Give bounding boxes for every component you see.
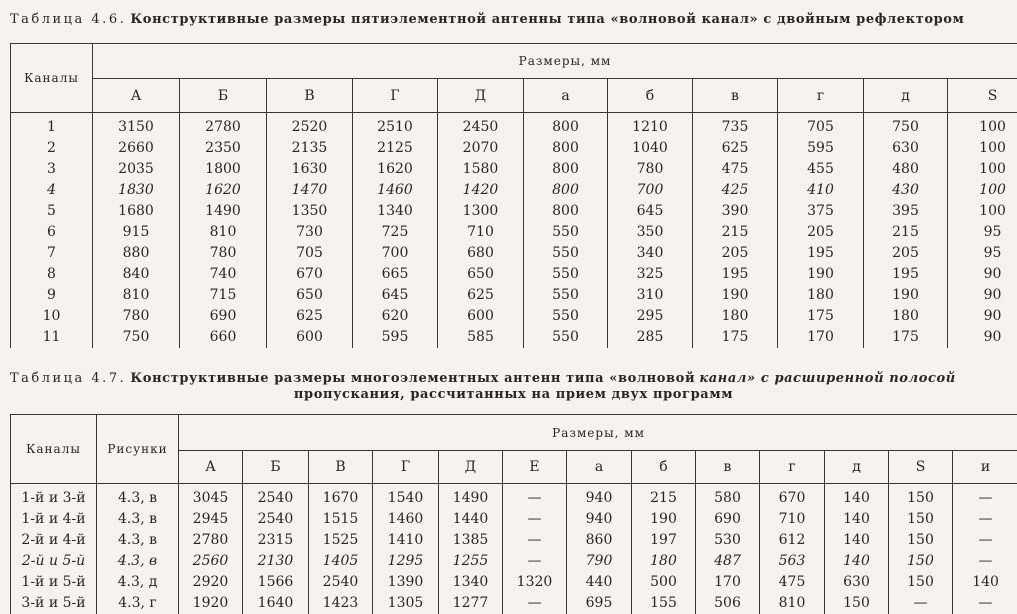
table-cell: 11 — [11, 327, 93, 348]
table-cell: 690 — [180, 306, 267, 327]
table1-caption-prefix: Таблица 4.6. — [10, 12, 126, 27]
table-cell: 1385 — [439, 530, 503, 551]
table-cell: 197 — [632, 530, 696, 551]
table-cell: 2 — [11, 138, 93, 159]
table1-column-header: Д — [438, 79, 524, 113]
table2-header-figures: Рисунки — [97, 415, 179, 484]
table2-column-header: Г — [373, 451, 439, 484]
table-cell: 780 — [93, 306, 180, 327]
table-cell: 1410 — [373, 530, 439, 551]
table-cell: 1566 — [243, 572, 309, 593]
table-cell: 90 — [948, 264, 1017, 285]
table2-caption-prefix: Таблица 4.7. — [10, 371, 126, 386]
table-cell: 190 — [693, 285, 778, 306]
table-cell: 506 — [696, 593, 760, 614]
table-cell: 3045 — [179, 484, 243, 510]
table-cell: 670 — [760, 484, 825, 510]
table-cell: 150 — [889, 509, 953, 530]
table-row — [11, 264, 1017, 285]
table1-column-header: Б — [180, 79, 267, 113]
table-cell: 915 — [93, 222, 180, 243]
table-cell: 1920 — [179, 593, 243, 614]
table-cell: 630 — [825, 572, 889, 593]
table-cell: 3-й и 5-й — [11, 593, 97, 614]
table-cell: 180 — [632, 551, 696, 572]
table-cell: 190 — [864, 285, 948, 306]
table-cell: 295 — [608, 306, 693, 327]
table-cell: 715 — [180, 285, 267, 306]
table-cell: 4.3, г — [97, 593, 179, 614]
table-cell: 1680 — [93, 201, 180, 222]
table-cell: 4.3, в — [97, 484, 179, 510]
table-cell: 175 — [778, 306, 864, 327]
table-cell: 1460 — [373, 509, 439, 530]
table-cell: 725 — [353, 222, 438, 243]
table-cell: 860 — [567, 530, 632, 551]
table-cell: 680 — [438, 243, 524, 264]
table2-column-header: г — [760, 451, 825, 484]
table2-header-sizes: Размеры, мм — [179, 415, 1017, 451]
table1-header-sizes: Размеры, мм — [93, 44, 1017, 79]
table-cell: 1-й и 5-й — [11, 572, 97, 593]
table-cell: 595 — [353, 327, 438, 348]
table-cell: 205 — [778, 222, 864, 243]
table2-column-header: Д — [439, 451, 503, 484]
table-cell: — — [503, 509, 567, 530]
table1-column-header: а — [524, 79, 608, 113]
table-cell: 215 — [864, 222, 948, 243]
table-cell: — — [889, 593, 953, 614]
table-cell: 1460 — [353, 180, 438, 201]
table-cell: 2540 — [243, 484, 309, 510]
table-cell: 155 — [632, 593, 696, 614]
table-cell: 150 — [889, 530, 953, 551]
table-cell: 1470 — [267, 180, 353, 201]
table-row — [11, 285, 1017, 306]
table1-caption-title: Конструктивные размеры пятиэлементной антенны типа «волновой канал» с двойным рефлектором — [130, 12, 964, 27]
table-cell: 7 — [11, 243, 93, 264]
table-cell: 1340 — [353, 201, 438, 222]
table-cell: 410 — [778, 180, 864, 201]
table-cell: 550 — [524, 222, 608, 243]
table-cell: 95 — [948, 243, 1017, 264]
table-cell: 550 — [524, 285, 608, 306]
table-cell: — — [503, 551, 567, 572]
table-cell: 700 — [608, 180, 693, 201]
table-cell: 645 — [608, 201, 693, 222]
table-cell: 2125 — [353, 138, 438, 159]
table2-column-header: а — [567, 451, 632, 484]
table-cell: 1255 — [439, 551, 503, 572]
table-cell: 195 — [778, 243, 864, 264]
table2-column-header: и — [953, 451, 1017, 484]
table-row — [11, 138, 1017, 159]
table-cell: 150 — [889, 484, 953, 510]
table-cell: 9 — [11, 285, 93, 306]
table-cell: 180 — [693, 306, 778, 327]
table-cell: 395 — [864, 201, 948, 222]
table-cell: 840 — [93, 264, 180, 285]
table-row — [11, 113, 1017, 139]
table-cell: 2780 — [179, 530, 243, 551]
table-cell: 140 — [825, 530, 889, 551]
table-cell: 215 — [632, 484, 696, 510]
table-cell: 2315 — [243, 530, 309, 551]
table-row — [11, 159, 1017, 180]
table-cell: 940 — [567, 484, 632, 510]
table1-header-channels: Каналы — [11, 44, 93, 113]
table-cell: 1300 — [438, 201, 524, 222]
table-cell: 750 — [864, 113, 948, 139]
table-cell: 310 — [608, 285, 693, 306]
table-cell: 1490 — [439, 484, 503, 510]
table-row — [11, 509, 1017, 530]
table-cell: 612 — [760, 530, 825, 551]
table-row — [11, 306, 1017, 327]
table-cell: 750 — [93, 327, 180, 348]
table-cell: 2135 — [267, 138, 353, 159]
table-cell: 2560 — [179, 551, 243, 572]
table-cell: 690 — [696, 509, 760, 530]
table-cell: 810 — [180, 222, 267, 243]
table-cell: — — [953, 484, 1017, 510]
table-cell: 2130 — [243, 551, 309, 572]
table-cell: 10 — [11, 306, 93, 327]
table-cell: 800 — [524, 201, 608, 222]
table-cell: 150 — [825, 593, 889, 614]
table-cell: 800 — [524, 138, 608, 159]
table-cell: 595 — [778, 138, 864, 159]
table-cell: 735 — [693, 113, 778, 139]
table-cell: 4.3, в — [97, 509, 179, 530]
table-cell: 705 — [778, 113, 864, 139]
table-cell: 195 — [864, 264, 948, 285]
table-cell: 695 — [567, 593, 632, 614]
table-cell: 2540 — [243, 509, 309, 530]
table-row — [11, 180, 1017, 201]
table-cell: 880 — [93, 243, 180, 264]
table-cell: 180 — [864, 306, 948, 327]
table-cell: 625 — [693, 138, 778, 159]
table-cell: 1210 — [608, 113, 693, 139]
table-cell: 1320 — [503, 572, 567, 593]
table-cell: 100 — [948, 180, 1017, 201]
table-cell: 730 — [267, 222, 353, 243]
table-cell: — — [503, 530, 567, 551]
table-cell: 800 — [524, 113, 608, 139]
table-cell: 8 — [11, 264, 93, 285]
table-cell: 475 — [760, 572, 825, 593]
table-cell: 600 — [438, 306, 524, 327]
table-cell: 4.3, в — [97, 530, 179, 551]
table2-column-header: Е — [503, 451, 567, 484]
table-cell: 1525 — [309, 530, 373, 551]
table-cell: 6 — [11, 222, 93, 243]
table2-column-header: б — [632, 451, 696, 484]
table-cell: 430 — [864, 180, 948, 201]
table-cell: 650 — [267, 285, 353, 306]
table-cell: 4 — [11, 180, 93, 201]
table-cell: 140 — [825, 509, 889, 530]
table-cell: 180 — [778, 285, 864, 306]
table-row — [11, 530, 1017, 551]
table-cell: 780 — [608, 159, 693, 180]
table-cell: 1295 — [373, 551, 439, 572]
table-cell: 2780 — [180, 113, 267, 139]
table-cell: 350 — [608, 222, 693, 243]
table-cell: 710 — [438, 222, 524, 243]
table-cell: 800 — [524, 180, 608, 201]
table-cell: 500 — [632, 572, 696, 593]
table-cell: 480 — [864, 159, 948, 180]
table2-column-header: S — [889, 451, 953, 484]
table2-caption-title-part2: канал» с расширенной полосой — [699, 371, 955, 386]
table-cell: 665 — [353, 264, 438, 285]
table-cell: 150 — [889, 551, 953, 572]
table-cell: 1-й и 3-й — [11, 484, 97, 510]
table-cell: 2-й и 5-й — [11, 551, 97, 572]
table1-column-header: в — [693, 79, 778, 113]
table2-header-channels: Каналы — [11, 415, 97, 484]
table-cell: 530 — [696, 530, 760, 551]
table-cell: 1405 — [309, 551, 373, 572]
table-cell: 630 — [864, 138, 948, 159]
table-cell: 2945 — [179, 509, 243, 530]
table2 — [10, 414, 1017, 614]
table-row — [11, 201, 1017, 222]
table-cell: 650 — [438, 264, 524, 285]
table-cell: 205 — [693, 243, 778, 264]
table-cell: 2920 — [179, 572, 243, 593]
table-cell: 205 — [864, 243, 948, 264]
table-row — [11, 593, 1017, 614]
table-cell: 90 — [948, 306, 1017, 327]
table-row — [11, 327, 1017, 348]
table-cell: 1420 — [438, 180, 524, 201]
table-cell: — — [503, 593, 567, 614]
table2-column-header: А — [179, 451, 243, 484]
table1-caption — [10, 12, 964, 28]
table-cell: 705 — [267, 243, 353, 264]
table-cell: — — [953, 551, 1017, 572]
table-cell: 625 — [267, 306, 353, 327]
table-cell: 940 — [567, 509, 632, 530]
table-cell: 563 — [760, 551, 825, 572]
table-cell: 550 — [524, 327, 608, 348]
table-cell: 190 — [632, 509, 696, 530]
table-cell: 625 — [438, 285, 524, 306]
table-cell: 150 — [889, 572, 953, 593]
table-cell: 3150 — [93, 113, 180, 139]
table-row — [11, 243, 1017, 264]
table-cell: 390 — [693, 201, 778, 222]
table1-column-header: А — [93, 79, 180, 113]
table-cell: 1340 — [439, 572, 503, 593]
table-cell: 550 — [524, 264, 608, 285]
table-cell: 1640 — [243, 593, 309, 614]
table1-column-header: д — [864, 79, 948, 113]
table-cell: 700 — [353, 243, 438, 264]
table1-column-header: б — [608, 79, 693, 113]
table-cell: 2510 — [353, 113, 438, 139]
table-cell: 645 — [353, 285, 438, 306]
table-cell: 487 — [696, 551, 760, 572]
table-cell: 550 — [524, 306, 608, 327]
table-cell: 1515 — [309, 509, 373, 530]
table-cell: 810 — [760, 593, 825, 614]
table-cell: 1390 — [373, 572, 439, 593]
table2-column-header: Б — [243, 451, 309, 484]
table-cell: 1580 — [438, 159, 524, 180]
table-cell: 175 — [864, 327, 948, 348]
table-cell: 100 — [948, 113, 1017, 139]
table-cell: 90 — [948, 327, 1017, 348]
table-cell: 1800 — [180, 159, 267, 180]
table-cell: 580 — [696, 484, 760, 510]
table-cell: 425 — [693, 180, 778, 201]
table-cell: 140 — [953, 572, 1017, 593]
table-cell: 215 — [693, 222, 778, 243]
table-cell: 2350 — [180, 138, 267, 159]
table-cell: 95 — [948, 222, 1017, 243]
table-cell: 1-й и 4-й — [11, 509, 97, 530]
table-cell: 90 — [948, 285, 1017, 306]
table2-column-header: в — [696, 451, 760, 484]
table-cell: 375 — [778, 201, 864, 222]
table2-caption — [10, 371, 1017, 387]
table-cell: 1620 — [180, 180, 267, 201]
table-cell: — — [953, 593, 1017, 614]
table-cell: 285 — [608, 327, 693, 348]
table-cell: — — [953, 530, 1017, 551]
table2-caption-line2: пропускания, рассчитанных на прием двух программ — [10, 387, 1017, 403]
table-cell: 340 — [608, 243, 693, 264]
table1-column-header: г — [778, 79, 864, 113]
table-cell: 190 — [778, 264, 864, 285]
table-cell: 1277 — [439, 593, 503, 614]
table-cell: 740 — [180, 264, 267, 285]
table-cell: 3 — [11, 159, 93, 180]
table-cell: 455 — [778, 159, 864, 180]
table2-column-header: д — [825, 451, 889, 484]
table-cell: 800 — [524, 159, 608, 180]
table-cell: 140 — [825, 484, 889, 510]
table-row — [11, 551, 1017, 572]
table-cell: 1490 — [180, 201, 267, 222]
table-cell: 660 — [180, 327, 267, 348]
table2-column-header: В — [309, 451, 373, 484]
table-cell: 1620 — [353, 159, 438, 180]
table-cell: 1423 — [309, 593, 373, 614]
table-cell: 4.3, в — [97, 551, 179, 572]
table-cell: 1 — [11, 113, 93, 139]
table-cell: 1670 — [309, 484, 373, 510]
table1 — [10, 43, 1017, 348]
table-cell: 175 — [693, 327, 778, 348]
table-cell: 5 — [11, 201, 93, 222]
table-cell: 1040 — [608, 138, 693, 159]
table1-column-header: В — [267, 79, 353, 113]
table-cell: 1830 — [93, 180, 180, 201]
table-cell: 670 — [267, 264, 353, 285]
table-cell: 195 — [693, 264, 778, 285]
table1-column-header: S — [948, 79, 1017, 113]
table-cell: 4.3, д — [97, 572, 179, 593]
table-cell: 620 — [353, 306, 438, 327]
table-cell: 780 — [180, 243, 267, 264]
table-cell: 325 — [608, 264, 693, 285]
table-cell: 100 — [948, 159, 1017, 180]
table-cell: 440 — [567, 572, 632, 593]
table-cell: 2-й и 4-й — [11, 530, 97, 551]
table-cell: — — [503, 484, 567, 510]
table-row — [11, 484, 1017, 510]
table-cell: 100 — [948, 201, 1017, 222]
table-cell: 2520 — [267, 113, 353, 139]
table-cell: 2070 — [438, 138, 524, 159]
table-cell: 100 — [948, 138, 1017, 159]
table-cell: 790 — [567, 551, 632, 572]
table1-column-header: Г — [353, 79, 438, 113]
table-cell: 170 — [696, 572, 760, 593]
table-cell: 2035 — [93, 159, 180, 180]
table-row — [11, 222, 1017, 243]
table-cell: 2540 — [309, 572, 373, 593]
table-cell: 710 — [760, 509, 825, 530]
table-cell: 1630 — [267, 159, 353, 180]
table-cell: 1540 — [373, 484, 439, 510]
table-cell: 2450 — [438, 113, 524, 139]
table-cell: 2660 — [93, 138, 180, 159]
table-cell: 810 — [93, 285, 180, 306]
table-cell: 170 — [778, 327, 864, 348]
table-cell: 475 — [693, 159, 778, 180]
table2-caption-title-part1: Конструктивные размеры многоэлементных антенн типа «волновой — [130, 371, 695, 386]
table-cell: 140 — [825, 551, 889, 572]
table-cell: 585 — [438, 327, 524, 348]
table-cell: — — [953, 509, 1017, 530]
table-cell: 1350 — [267, 201, 353, 222]
table-cell: 550 — [524, 243, 608, 264]
table-row — [11, 572, 1017, 593]
table-cell: 1305 — [373, 593, 439, 614]
table-cell: 1440 — [439, 509, 503, 530]
table-cell: 600 — [267, 327, 353, 348]
